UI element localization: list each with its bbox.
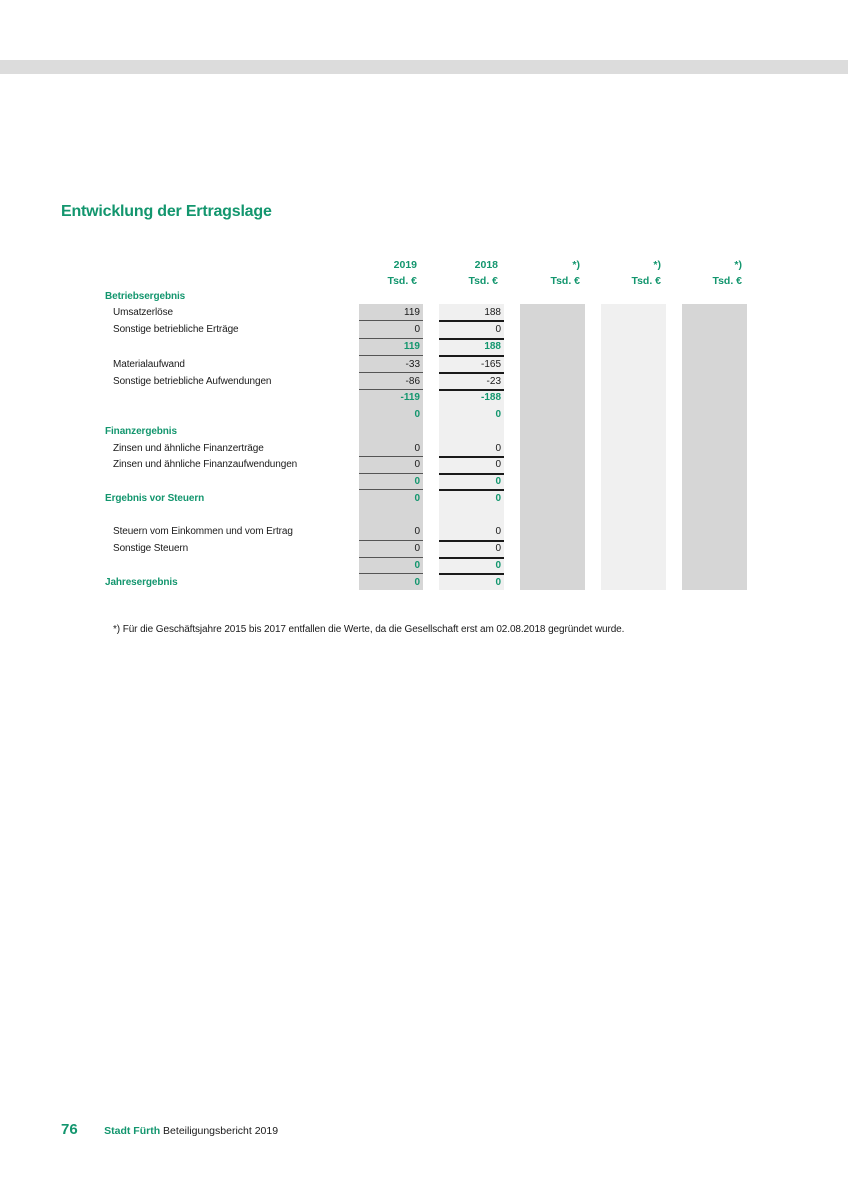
subtotal-2018: 0 [495, 560, 501, 571]
underline [359, 489, 423, 490]
table-row [0, 525, 848, 541]
underline [439, 489, 504, 491]
column-header-year: 2019 [393, 259, 417, 271]
underline [439, 573, 504, 575]
section-label: Finanzergebnis [105, 426, 177, 437]
column-header-year: *) [572, 259, 580, 271]
column-header-year: *) [734, 259, 742, 271]
underline [359, 557, 423, 558]
underline [359, 573, 423, 574]
column-header-year: *) [653, 259, 661, 271]
underline [439, 320, 504, 322]
table-row [0, 375, 848, 391]
column-header-unit: Tsd. € [631, 275, 661, 287]
footnote: *) Für die Geschäftsjahre 2015 bis 2017 entfallen die Werte, da die Gesellschaft erst am 02.08.2018 gegründet wurde. [113, 624, 625, 635]
value-2019: 0 [414, 324, 420, 335]
table-row [0, 358, 848, 374]
row-label: Sonstige Steuern [113, 543, 189, 554]
subtotal-2018: 0 [495, 476, 501, 487]
value-2018: 0 [495, 543, 501, 554]
subtotal-row [0, 340, 848, 356]
subtotal-2019: 119 [403, 341, 420, 352]
underline [359, 540, 423, 541]
underline [359, 355, 423, 356]
page-title: Entwicklung der Ertragslage [61, 203, 272, 220]
subtotal-2018: 188 [484, 341, 501, 352]
value-2019: 119 [404, 307, 420, 318]
subtotal-2019: 0 [414, 560, 420, 571]
value-2018: -23 [486, 376, 501, 387]
total-row [0, 576, 848, 592]
underline [359, 456, 423, 457]
subtotal-row [0, 391, 848, 407]
value-2018: 0 [495, 324, 501, 335]
subtotal-2019: 0 [414, 476, 420, 487]
table-row [0, 458, 848, 474]
section-row-finanzergebnis [0, 425, 848, 441]
value-2019: -86 [405, 376, 420, 387]
value-2019: 0 [414, 543, 420, 554]
total-2018: 0 [495, 577, 501, 588]
underline [359, 473, 423, 474]
value-2019: 0 [414, 526, 420, 537]
row-label: Zinsen und ähnliche Finanzerträge [113, 443, 264, 454]
row-label: Sonstige betriebliche Aufwendungen [113, 376, 272, 387]
total-2019: 0 [414, 409, 420, 420]
section-row-betriebsergebnis [0, 290, 848, 306]
subtotal-2018: -188 [480, 392, 501, 403]
value-2018: 0 [495, 459, 501, 470]
row-label: Zinsen und ähnliche Finanzaufwendungen [113, 459, 298, 470]
total-row [0, 492, 848, 508]
subtotal-row [0, 559, 848, 575]
value-2018: 0 [495, 526, 501, 537]
value-2019: 0 [414, 443, 420, 454]
underline [359, 389, 423, 390]
row-label: Materialaufwand [113, 359, 185, 370]
row-label: Umsatzerlöse [113, 307, 173, 318]
section-label: Ergebnis vor Steuern [105, 493, 205, 504]
section-label: Jahresergebnis [105, 577, 178, 588]
row-label: Sonstige betriebliche Erträge [113, 324, 239, 335]
footer-report-title: Beteiligungsbericht 2019 [160, 1125, 279, 1137]
footer-organization: Stadt Fürth [104, 1125, 161, 1137]
page-number: 76 [61, 1121, 78, 1138]
subtotal-2019: -119 [400, 392, 420, 403]
value-2019: -33 [405, 359, 420, 370]
column-header-year: 2018 [474, 259, 498, 271]
table-row [0, 542, 848, 558]
row-label: Steuern vom Einkommen und vom Ertrag [113, 526, 293, 537]
column-header-unit: Tsd. € [468, 275, 498, 287]
table-row [0, 323, 848, 339]
total-2019: 0 [414, 493, 420, 504]
section-label: Betriebsergebnis [105, 291, 186, 302]
table-row [0, 442, 848, 458]
underline [439, 372, 504, 374]
total-2019: 0 [414, 577, 420, 588]
column-header-unit: Tsd. € [550, 275, 580, 287]
underline [359, 338, 423, 339]
underline [359, 320, 423, 321]
underline [359, 372, 423, 373]
column-header-unit: Tsd. € [387, 275, 417, 287]
top-gray-bar [0, 60, 848, 74]
value-2018: 0 [495, 443, 501, 454]
underline [439, 355, 504, 357]
total-2018: 0 [495, 409, 501, 420]
total-row [0, 408, 848, 424]
page-footer [61, 1121, 278, 1139]
value-2018: -165 [480, 359, 501, 370]
subtotal-row [0, 475, 848, 491]
value-2019: 0 [414, 459, 420, 470]
column-header-unit: Tsd. € [712, 275, 742, 287]
value-2018: 188 [484, 307, 501, 318]
total-2018: 0 [495, 493, 501, 504]
table-row [0, 306, 848, 322]
